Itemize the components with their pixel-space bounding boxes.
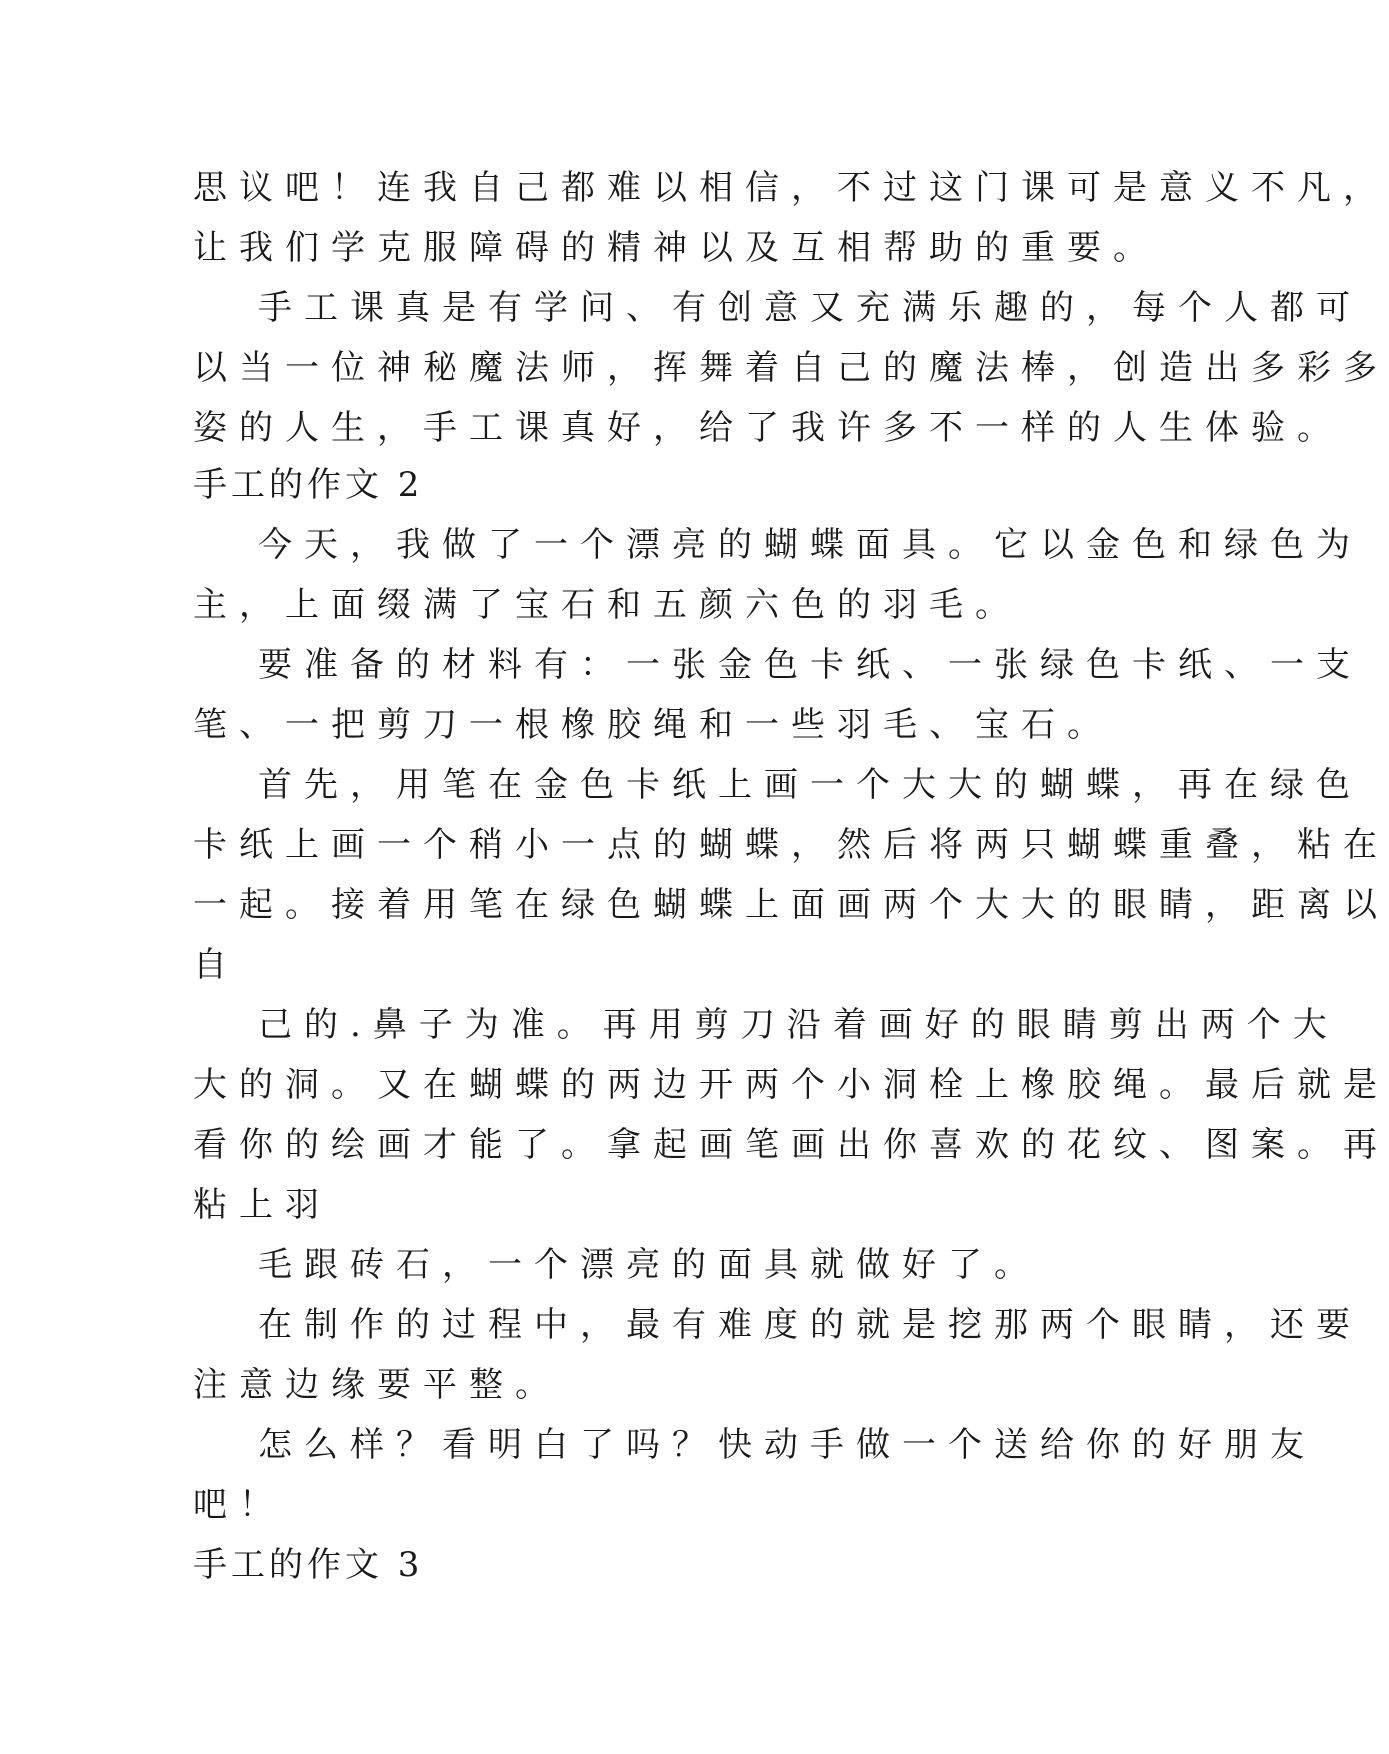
text-line: 一起。接着用笔在绿色蝴蝶上面画两个大大的眼睛，距离以 [193, 885, 1389, 925]
text-line: 自 [193, 945, 239, 985]
text-line: 注意边缘要平整。 [193, 1365, 561, 1405]
paragraph-start-line: 己的.鼻子为准。再用剪刀沿着画好的眼睛剪出两个大 [258, 1005, 1339, 1045]
text-line: 大的洞。又在蝴蝶的两边开两个小洞栓上橡胶绳。最后就是 [193, 1065, 1389, 1105]
text-line: 看你的绘画才能了。拿起画笔画出你喜欢的花纹、图案。再 [193, 1125, 1389, 1165]
text-line: 思议吧！连我自己都难以相信，不过这门课可是意义不凡， [193, 168, 1389, 208]
paragraph-start-line: 要准备的材料有：一张金色卡纸、一张绿色卡纸、一支 [258, 645, 1362, 685]
section-heading-2: 手工的作文 2 [193, 465, 424, 505]
paragraph-start-line: 今天，我做了一个漂亮的蝴蝶面具。它以金色和绿色为 [258, 525, 1362, 565]
paragraph-start-line: 毛跟砖石，一个漂亮的面具就做好了。 [258, 1245, 1040, 1285]
text-line: 以当一位神秘魔法师，挥舞着自己的魔法棒，创造出多彩多 [193, 348, 1389, 388]
text-line: 卡纸上画一个稍小一点的蝴蝶，然后将两只蝴蝶重叠，粘在 [193, 825, 1389, 865]
text-line: 姿的人生，手工课真好，给了我许多不一样的人生体验。 [193, 408, 1343, 448]
text-line: 粘上羽 [193, 1185, 331, 1225]
paragraph-start-line: 怎么样？看明白了吗？快动手做一个送给你的好朋友 [258, 1425, 1316, 1465]
text-line: 主，上面缀满了宝石和五颜六色的羽毛。 [193, 585, 1021, 625]
text-line: 笔、一把剪刀一根橡胶绳和一些羽毛、宝石。 [193, 705, 1113, 745]
paragraph-start-line: 首先，用笔在金色卡纸上画一个大大的蝴蝶，再在绿色 [258, 765, 1362, 805]
text-line: 吧！ [193, 1485, 285, 1525]
section-heading-3: 手工的作文 3 [193, 1545, 424, 1585]
paragraph-start-line: 在制作的过程中，最有难度的就是挖那两个眼睛，还要 [258, 1305, 1362, 1345]
paragraph-start-line: 手工课真是有学问、有创意又充满乐趣的，每个人都可 [258, 288, 1362, 328]
text-line: 让我们学克服障碍的精神以及互相帮助的重要。 [193, 228, 1159, 268]
